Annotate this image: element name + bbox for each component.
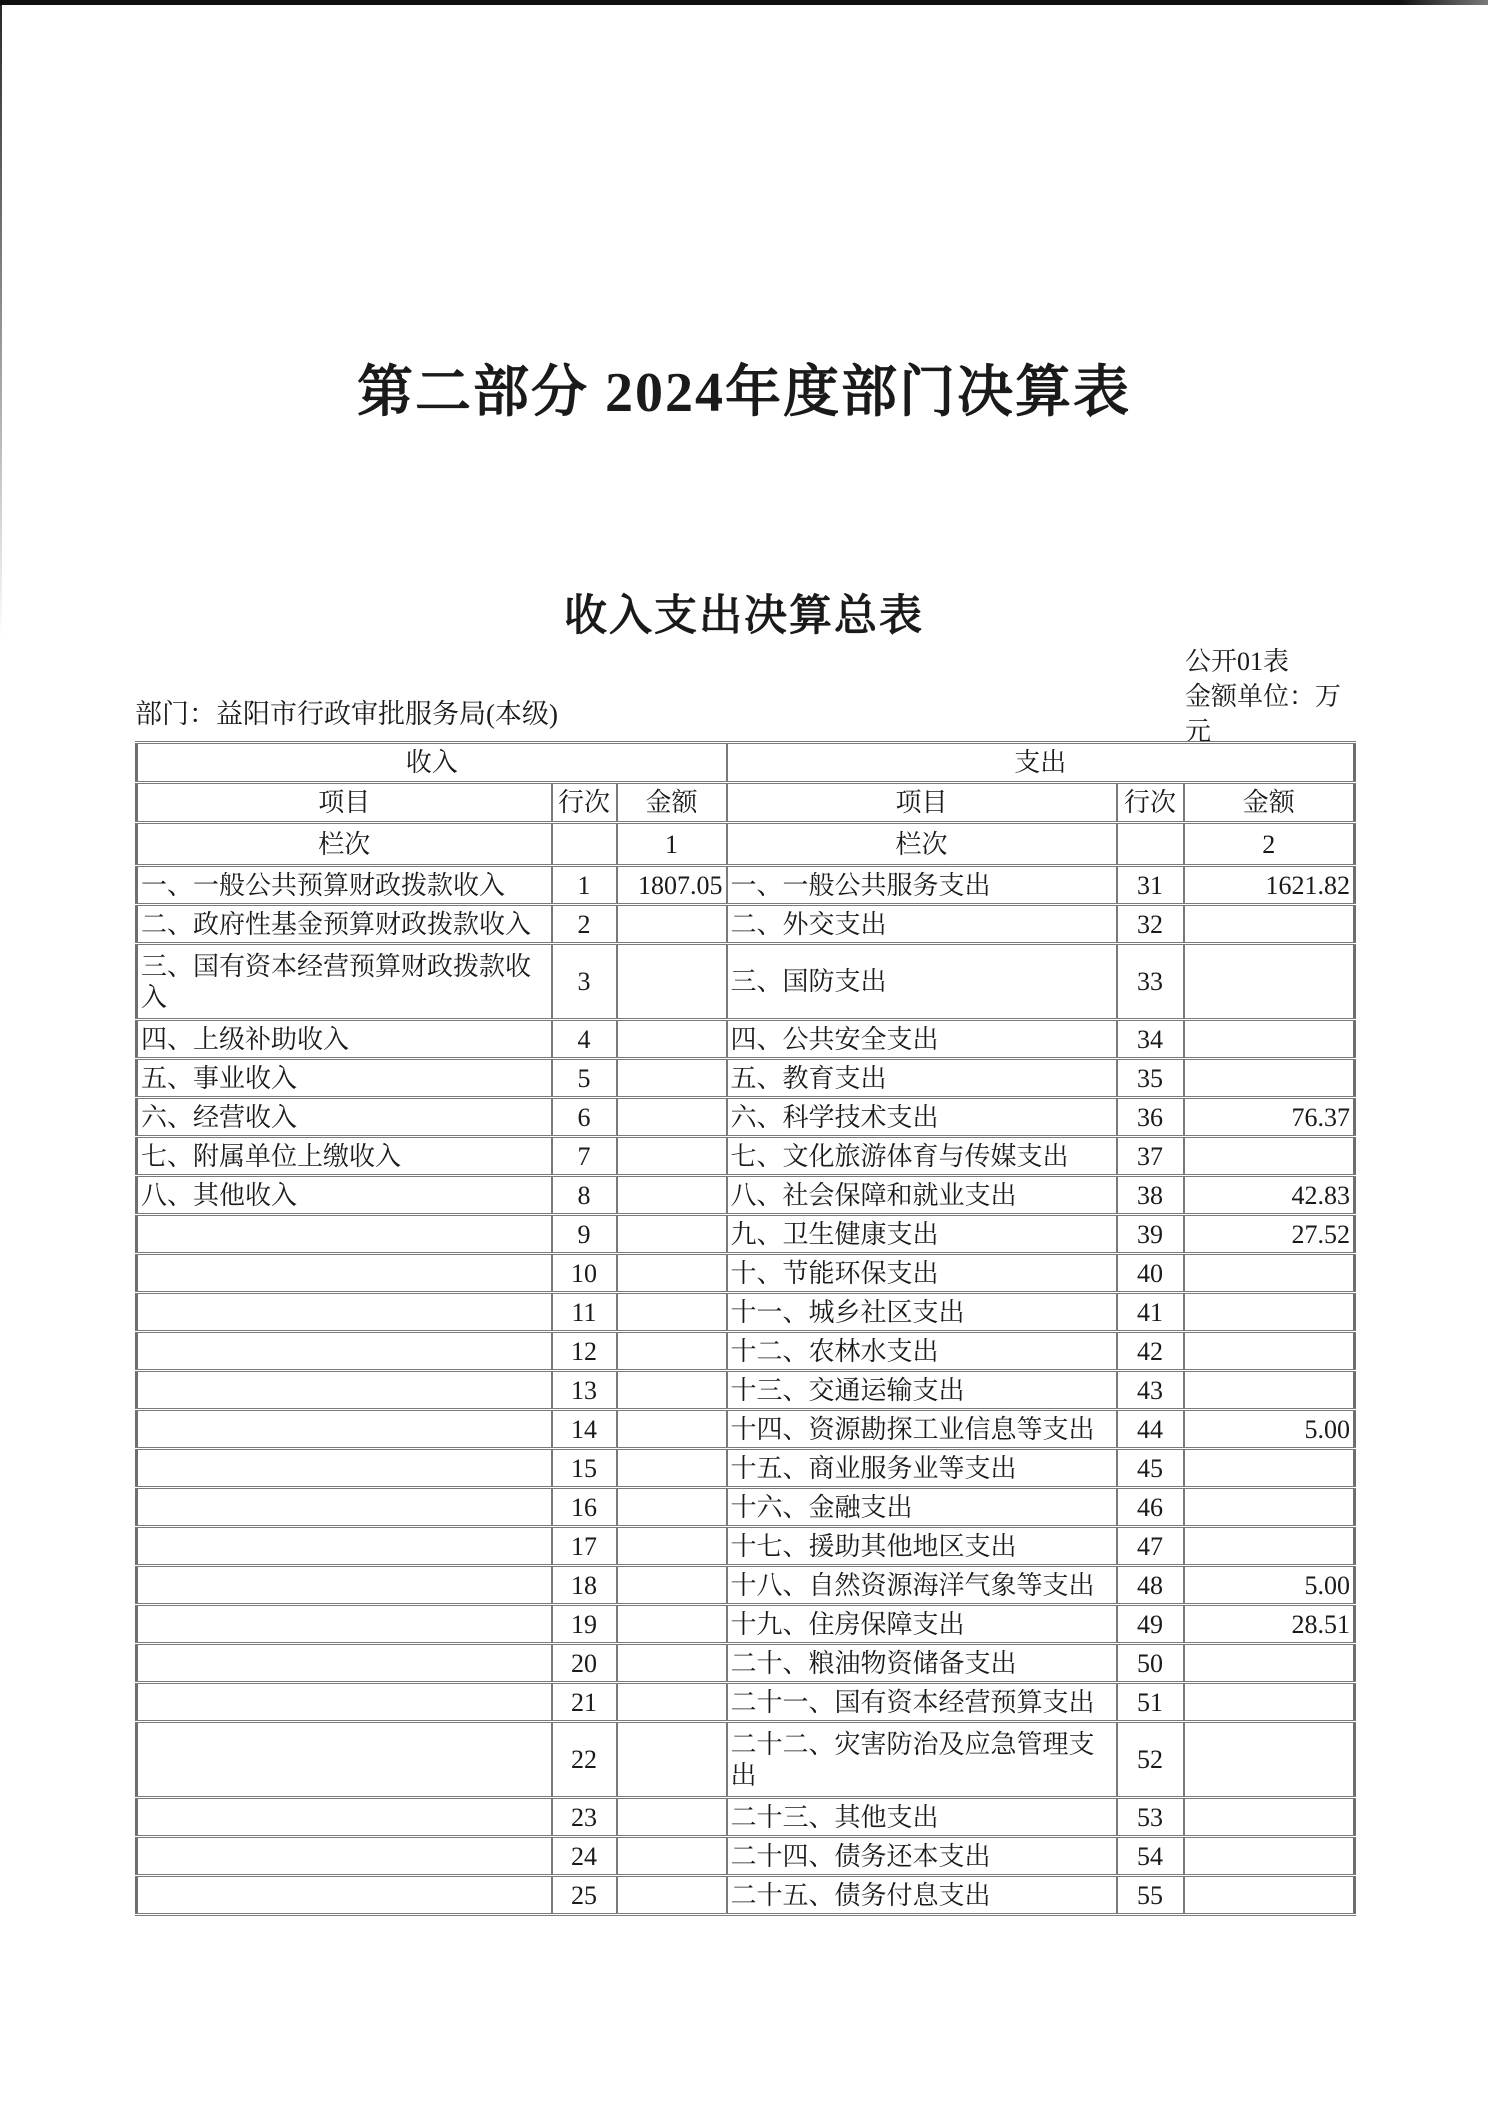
expenditure-item: 十七、援助其他地区支出: [727, 1527, 1117, 1566]
income-line-no: 8: [552, 1176, 617, 1215]
expenditure-amount: [1184, 1683, 1355, 1722]
scan-edge-top: [0, 0, 1488, 5]
table-row: [137, 1683, 1355, 1722]
expenditure-item: 二十五、债务付息支出: [727, 1876, 1117, 1915]
table-row: [137, 1059, 1355, 1098]
lanci-label: 栏次: [137, 823, 552, 866]
table-row: [137, 1527, 1355, 1566]
expenditure-line-no: 54: [1117, 1837, 1184, 1876]
income-amount: [617, 1798, 727, 1837]
table-row: [137, 1449, 1355, 1488]
income-item: [137, 1410, 552, 1449]
income-amount: [617, 1332, 727, 1371]
table-row: [137, 1254, 1355, 1293]
income-item: 七、附属单位上缴收入: [137, 1137, 552, 1176]
income-line-no: 13: [552, 1371, 617, 1410]
expenditure-amount: [1184, 1837, 1355, 1876]
expenditure-amount: [1184, 1644, 1355, 1683]
document-title: 第二部分 2024年度部门决算表: [357, 362, 1131, 424]
expenditure-line-no: 42: [1117, 1332, 1184, 1371]
table-row: [137, 1876, 1355, 1915]
table-row: [137, 1215, 1355, 1254]
income-item: [137, 1488, 552, 1527]
income-amount: [617, 1527, 727, 1566]
expenditure-item: 十六、金融支出: [727, 1488, 1117, 1527]
income-line-no: 12: [552, 1332, 617, 1371]
income-line-no: 23: [552, 1798, 617, 1837]
col-header-line-no: 行次: [1117, 783, 1184, 823]
department-line: 部门：益阳市行政审批服务局(本级): [135, 699, 558, 729]
expenditure-item: 二十三、其他支出: [727, 1798, 1117, 1837]
expenditure-amount: [1184, 1527, 1355, 1566]
expenditure-line-no: 36: [1117, 1098, 1184, 1137]
expenditure-amount: [1184, 944, 1355, 1020]
table-row: [137, 743, 1355, 783]
expenditure-amount: 76.37: [1184, 1098, 1355, 1137]
expenditure-line-no: 48: [1117, 1566, 1184, 1605]
income-amount: [617, 1722, 727, 1798]
income-amount: [617, 1176, 727, 1215]
table-row: [137, 1293, 1355, 1332]
table-row: [137, 1098, 1355, 1137]
income-line-no: 4: [552, 1020, 617, 1059]
income-amount: [617, 1837, 727, 1876]
expenditure-amount: 42.83: [1184, 1176, 1355, 1215]
expenditure-line-no: 53: [1117, 1798, 1184, 1837]
income-line-no: 19: [552, 1605, 617, 1644]
income-amount: [617, 1371, 727, 1410]
expenditure-line-no: 50: [1117, 1644, 1184, 1683]
expenditure-item: 三、国防支出: [727, 944, 1117, 1020]
income-item: [137, 1449, 552, 1488]
income-line-no: 3: [552, 944, 617, 1020]
income-item: [137, 1254, 552, 1293]
expenditure-group-header: 支出: [727, 743, 1355, 783]
expenditure-line-no: 51: [1117, 1683, 1184, 1722]
table-row: [137, 783, 1355, 823]
expenditure-item: 八、社会保障和就业支出: [727, 1176, 1117, 1215]
form-code: 公开01表: [1185, 647, 1290, 676]
expenditure-item: 十九、住房保障支出: [727, 1605, 1117, 1644]
expenditure-amount: [1184, 1137, 1355, 1176]
expenditure-item: 十五、商业服务业等支出: [727, 1449, 1117, 1488]
income-item: [137, 1293, 552, 1332]
scan-edge-left: [0, 0, 2, 640]
income-line-no: 1: [552, 866, 617, 905]
income-amount: [617, 1293, 727, 1332]
income-line-no: 9: [552, 1215, 617, 1254]
expenditure-line-no: 40: [1117, 1254, 1184, 1293]
income-line-no: 5: [552, 1059, 617, 1098]
income-item: [137, 1371, 552, 1410]
expenditure-amount: [1184, 1449, 1355, 1488]
income-amount: [617, 1683, 727, 1722]
expenditure-item: 七、文化旅游体育与传媒支出: [727, 1137, 1117, 1176]
expenditure-line-no: 55: [1117, 1876, 1184, 1915]
expenditure-item: 二十二、灾害防治及应急管理支出: [727, 1722, 1117, 1798]
col-header-line-no: 行次: [552, 783, 617, 823]
income-amount: [617, 1449, 727, 1488]
income-item: [137, 1683, 552, 1722]
table-row: [137, 1020, 1355, 1059]
income-amount: [617, 1566, 727, 1605]
expenditure-item: 二十一、国有资本经营预算支出: [727, 1683, 1117, 1722]
income-line-no: 25: [552, 1876, 617, 1915]
income-line-no: 20: [552, 1644, 617, 1683]
income-amount: [617, 1059, 727, 1098]
income-line-no: 14: [552, 1410, 617, 1449]
expenditure-line-no: 45: [1117, 1449, 1184, 1488]
expenditure-line-no: 38: [1117, 1176, 1184, 1215]
expenditure-line-no: 34: [1117, 1020, 1184, 1059]
revenue-expenditure-table: [135, 741, 1356, 1916]
expenditure-line-no: 46: [1117, 1488, 1184, 1527]
expenditure-line-no: 31: [1117, 866, 1184, 905]
income-item: [137, 1876, 552, 1915]
expenditure-item: 十一、城乡社区支出: [727, 1293, 1117, 1332]
expenditure-line-no: 41: [1117, 1293, 1184, 1332]
income-line-no: 17: [552, 1527, 617, 1566]
expenditure-item: 十八、自然资源海洋气象等支出: [727, 1566, 1117, 1605]
expenditure-line-no: 32: [1117, 905, 1184, 944]
expenditure-amount: [1184, 1254, 1355, 1293]
income-line-no: 15: [552, 1449, 617, 1488]
income-amount: [617, 1020, 727, 1059]
col-header-amount: 金额: [1184, 783, 1355, 823]
table-row: [137, 1722, 1355, 1798]
expenditure-amount: 1621.82: [1184, 866, 1355, 905]
expenditure-amount: 28.51: [1184, 1605, 1355, 1644]
income-item: [137, 1722, 552, 1798]
table-row: [137, 1605, 1355, 1644]
table-title: 收入支出决算总表: [564, 593, 924, 640]
expenditure-item: 二十、粮油物资储备支出: [727, 1644, 1117, 1683]
table-row: [137, 1137, 1355, 1176]
expenditure-amount: [1184, 1371, 1355, 1410]
income-amount: [617, 1410, 727, 1449]
income-group-header: 收入: [137, 743, 727, 783]
table-row: [137, 1176, 1355, 1215]
income-item: [137, 1332, 552, 1371]
expenditure-amount: [1184, 905, 1355, 944]
income-line-no: 2: [552, 905, 617, 944]
expenditure-amount: [1184, 1488, 1355, 1527]
expenditure-line-no: 52: [1117, 1722, 1184, 1798]
income-amount: [617, 1644, 727, 1683]
expenditure-line-no: 43: [1117, 1371, 1184, 1410]
expenditure-item: 二十四、债务还本支出: [727, 1837, 1117, 1876]
expenditure-item: 十二、农林水支出: [727, 1332, 1117, 1371]
table-row: [137, 1566, 1355, 1605]
expenditure-amount: [1184, 1332, 1355, 1371]
income-item: 八、其他收入: [137, 1176, 552, 1215]
table-row: [137, 1371, 1355, 1410]
expenditure-line-no: 49: [1117, 1605, 1184, 1644]
col-header-amount: 金额: [617, 783, 727, 823]
expenditure-amount: [1184, 1876, 1355, 1915]
table-meta: [1185, 644, 1357, 749]
expenditure-line-no: 39: [1117, 1215, 1184, 1254]
income-item: [137, 1215, 552, 1254]
col-header-item: 项目: [727, 783, 1117, 823]
expenditure-amount: [1184, 1798, 1355, 1837]
income-amount: [617, 1876, 727, 1915]
expenditure-item: 二、外交支出: [727, 905, 1117, 944]
income-amount: [617, 1215, 727, 1254]
income-item: [137, 1566, 552, 1605]
income-amount: [617, 1605, 727, 1644]
income-item: [137, 1837, 552, 1876]
expenditure-item: 九、卫生健康支出: [727, 1215, 1117, 1254]
income-line-no: 21: [552, 1683, 617, 1722]
income-line-no: 24: [552, 1837, 617, 1876]
expenditure-line-no: 33: [1117, 944, 1184, 1020]
col-header-item: 项目: [137, 783, 552, 823]
lanci-empty: [552, 823, 617, 866]
lanci-col-number: 1: [617, 823, 727, 866]
table-row: [137, 1332, 1355, 1371]
expenditure-amount: [1184, 1293, 1355, 1332]
expenditure-line-no: 37: [1117, 1137, 1184, 1176]
expenditure-item: 六、科学技术支出: [727, 1098, 1117, 1137]
expenditure-item: 五、教育支出: [727, 1059, 1117, 1098]
expenditure-item: 十三、交通运输支出: [727, 1371, 1117, 1410]
expenditure-amount: [1184, 1722, 1355, 1798]
income-item: 一、一般公共预算财政拨款收入: [137, 866, 552, 905]
income-line-no: 16: [552, 1488, 617, 1527]
lanci-col-number: 2: [1184, 823, 1355, 866]
income-item: 五、事业收入: [137, 1059, 552, 1098]
table-row: [137, 905, 1355, 944]
income-amount: [617, 944, 727, 1020]
income-amount: [617, 1137, 727, 1176]
expenditure-item: 十四、资源勘探工业信息等支出: [727, 1410, 1117, 1449]
income-line-no: 6: [552, 1098, 617, 1137]
expenditure-amount: [1184, 1059, 1355, 1098]
income-amount: [617, 1488, 727, 1527]
income-item: 二、政府性基金预算财政拨款收入: [137, 905, 552, 944]
expenditure-item: 四、公共安全支出: [727, 1020, 1117, 1059]
expenditure-amount: 5.00: [1184, 1566, 1355, 1605]
income-item: [137, 1605, 552, 1644]
table-row: [137, 1644, 1355, 1683]
expenditure-line-no: 44: [1117, 1410, 1184, 1449]
income-line-no: 7: [552, 1137, 617, 1176]
income-amount: 1807.05: [617, 866, 727, 905]
income-amount: [617, 1254, 727, 1293]
table-row: [137, 823, 1355, 866]
income-item: [137, 1644, 552, 1683]
lanci-label: 栏次: [727, 823, 1117, 866]
income-line-no: 18: [552, 1566, 617, 1605]
lanci-empty: [1117, 823, 1184, 866]
table-row: [137, 1837, 1355, 1876]
expenditure-item: 一、一般公共服务支出: [727, 866, 1117, 905]
table-row: [137, 1410, 1355, 1449]
income-line-no: 22: [552, 1722, 617, 1798]
income-line-no: 10: [552, 1254, 617, 1293]
expenditure-line-no: 35: [1117, 1059, 1184, 1098]
expenditure-amount: [1184, 1020, 1355, 1059]
table-row: [137, 1798, 1355, 1837]
income-amount: [617, 905, 727, 944]
income-item: [137, 1798, 552, 1837]
expenditure-amount: 5.00: [1184, 1410, 1355, 1449]
income-item: 三、国有资本经营预算财政拨款收入: [137, 944, 552, 1020]
income-item: [137, 1527, 552, 1566]
expenditure-amount: 27.52: [1184, 1215, 1355, 1254]
income-item: 四、上级补助收入: [137, 1020, 552, 1059]
table-row: [137, 944, 1355, 1020]
income-line-no: 11: [552, 1293, 617, 1332]
expenditure-line-no: 47: [1117, 1527, 1184, 1566]
expenditure-item: 十、节能环保支出: [727, 1254, 1117, 1293]
table-row: [137, 1488, 1355, 1527]
income-amount: [617, 1098, 727, 1137]
table-row: [137, 866, 1355, 905]
income-item: 六、经营收入: [137, 1098, 552, 1137]
amount-unit: 金额单位：万元: [1185, 682, 1342, 746]
